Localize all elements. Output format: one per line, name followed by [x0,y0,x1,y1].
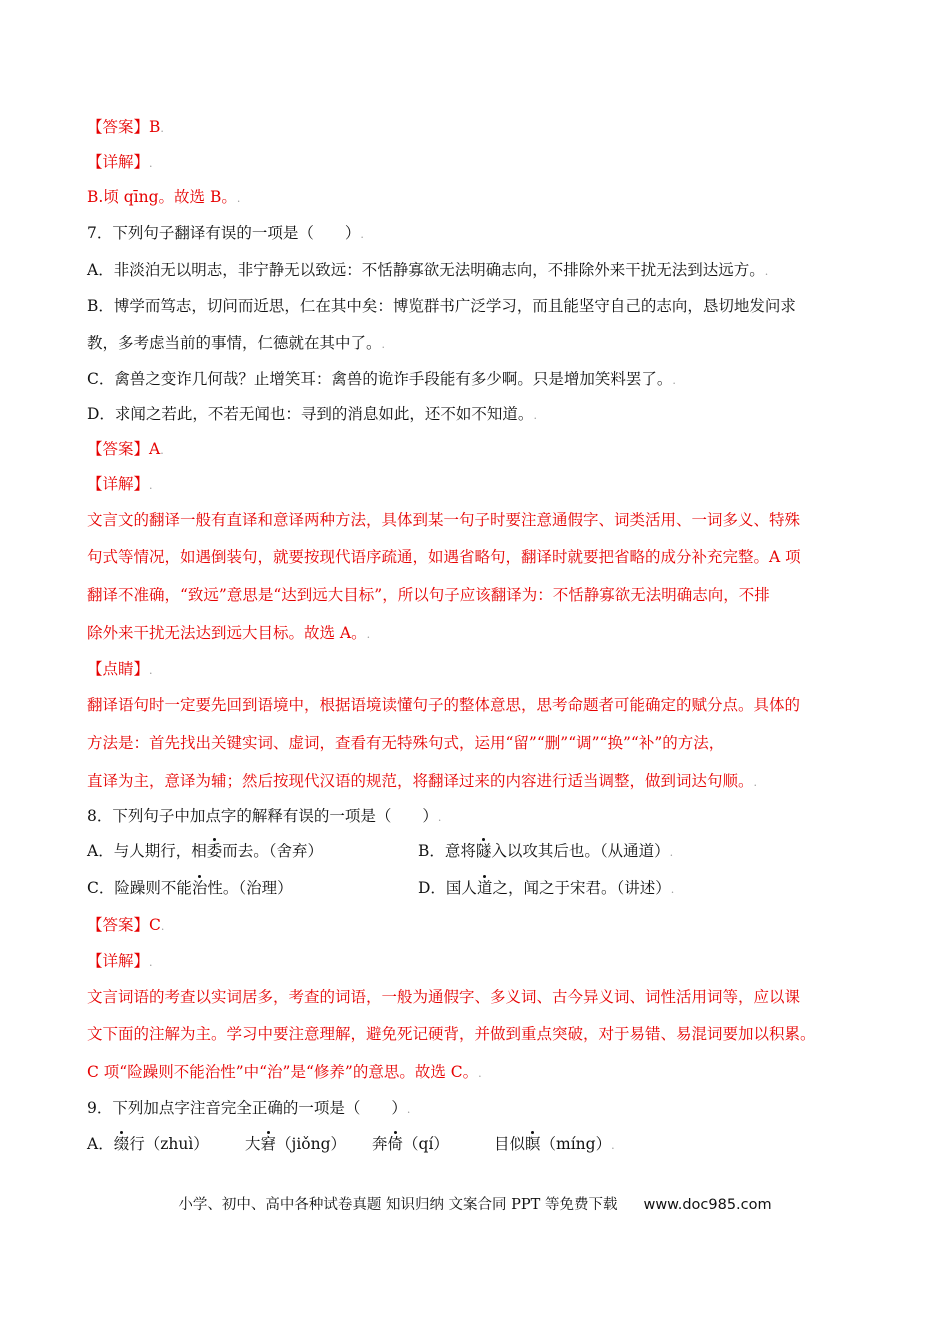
question-7-answer: 【答案】A. [87,440,164,458]
question-9-option-3 [372,1134,449,1154]
answer-value: C [149,916,161,934]
question-7-option-c: C．禽兽之变诈几何哉？止增笑耳：禽兽的诡诈手段能有多少啊。只是增加笑料罢了。. [87,370,676,388]
question-7-stem-text: 7．下列句子翻译有误的一项是（ ） [87,224,361,242]
option-text: B．意将 [418,842,476,860]
question-8-option-b: B．意将隧入以攻其后也。（从通道）. [418,842,674,860]
question-7-detail-label: 【详解】. [87,475,153,493]
option-text: 之，闻之于宋君。（讲述） [492,879,671,897]
option-b-text-1: B．博学而笃志，切问而近思，仁在其中矣：博览群书广泛学习，而且能坚守自己的志向，恳切地发问求 [87,297,796,315]
dotted-char: 道 [476,879,493,897]
answer-label: 【答案】 [87,916,150,934]
question-9-option-2 [245,1134,346,1154]
question-8-stem-text: 8．下列句子中加点字的解释有误的一项是（ ） [87,807,438,825]
option-b-text-2: 教，多考虑当前的事情，仁德就在其中了。 [87,334,382,352]
question-8-option-c [87,878,293,898]
detail-text: 文下面的注解为主。学习中要注意理解，避免死记硬背，并做到重点突破，对于易错、易混词要加以积累。 [87,1025,816,1043]
tip-text: 方法是：首先找出关键实词、虚词，查看有无特殊句式，运用“留”“删”“调”“换”“补”的方法， [87,734,725,752]
dotted-char: 窘 [260,1135,277,1153]
dotted-char: 缀 [113,1135,130,1153]
detail-text: 翻译不准确，“致远”意思是“达到远大目标”，所以句子应该翻译为：不恬静寡欲无法明确志向，不排 [87,586,770,604]
answer-label: 【答案】 [87,118,150,136]
question-7-detail-line [87,585,770,605]
option-c-text: C．禽兽之变诈几何哉？止增笑耳：禽兽的诡诈手段能有多少啊。只是增加笑料罢了。 [87,370,673,388]
answer-line: 【答案】B. [87,118,164,136]
question-7-option-d: D．求闻之若此，不若无闻也：寻到的消息如此，还不如不知道。. [87,405,537,423]
question-8-stem: 8．下列句子中加点字的解释有误的一项是（ ）. [87,807,442,825]
detail-text: 文言词语的考查以实词居多，考查的词语，一般为通假字、多义词、古今异义词、词性活用词等，应以课 [87,988,801,1006]
question-9-option-4: 目似瞑（míng）. [494,1135,615,1153]
answer-value: B [149,118,161,136]
tip-text: 翻译语句时一定要先回到语境中，根据语境读懂句子的整体意思，思考命题者可能确定的赋分点。具体的 [87,696,801,714]
dotted-char: 治 [191,879,208,897]
answer-label: 【答案】 [87,440,150,458]
option-text: C．险躁则不能 [87,879,192,897]
question-8-option-a [87,841,323,861]
question-8-detail-line: C 项“险躁则不能治性”中“治”是“修养”的意思。故选 C。. [87,1063,482,1081]
question-7-detail-line [87,510,800,530]
question-8-detail-label: 【详解】. [87,952,153,970]
option-d-text: D．求闻之若此，不若无闻也：寻到的消息如此，还不如不知道。 [87,405,534,423]
question-7-option-b-line1 [87,296,796,316]
dotted-char: 倚 [387,1135,404,1153]
option-text: A．与人期行，相 [87,842,207,860]
option-text: （míng） [540,1135,612,1153]
dotted-char: 隧 [475,842,492,860]
question-7-stem: 7．下列句子翻译有误的一项是（ ）. [87,224,364,242]
detail-label: 【详解】 [87,153,150,171]
detail-label: 【详解】 [87,475,150,493]
question-8-answer: 【答案】C. [87,916,165,934]
question-9-option-1 [87,1134,209,1154]
question-7-tip-label: 【点睛】. [87,660,153,678]
detail-text: 文言文的翻译一般有直译和意译两种方法，具体到某一句子时要注意通假字、词类活用、一词多义、特殊 [87,511,801,529]
option-text: （jiǒng） [276,1135,347,1153]
detail-label-line: 【详解】. [87,153,153,171]
question-8-option-d: D．国人道之，闻之于宋君。（讲述）. [418,879,675,897]
question-9-stem-text: 9．下列加点字注音完全正确的一项是（ ） [87,1099,407,1117]
option-text: 性。（治理） [207,879,293,897]
tip-text: 直译为主，意译为辅；然后按现代汉语的规范，将翻译过来的内容进行适当调整，做到词达句顺。 [87,772,754,790]
footer-text: 小学、初中、高中各种试卷真题 知识归纳 文案合同 PPT 等免费下载 [178,1197,618,1213]
option-text: A． [87,1135,114,1153]
option-text: （qí） [403,1135,449,1153]
footer-site-link[interactable]: www.doc985.com [643,1197,772,1213]
page-footer [0,1193,950,1214]
question-8-detail-line [87,1024,816,1044]
question-7-tip-line [87,733,724,753]
question-7-detail-line [87,547,801,567]
question-7-tip-line: 直译为主，意译为辅；然后按现代汉语的规范，将翻译过来的内容进行适当调整，做到词达句顺。. [87,772,758,790]
question-7-option-b-line2: 教，多考虑当前的事情，仁德就在其中了。. [87,334,386,352]
dotted-char: 瞑 [525,1135,541,1153]
option-text: D．国人 [418,879,477,897]
option-text: 而去。（舍弃） [222,842,323,860]
question-8-detail-line [87,987,800,1007]
question-7-option-a: A．非淡泊无以明志，非宁静无以致远：不恬静寡欲无法明确志向，不排除外来干扰无法到达远方。. [87,261,769,279]
detail-text: 句式等情况，如遇倒装句，就要按现代语序疏通，如遇省略句，翻译时就要把省略的成分补充完整。A 项 [87,548,801,566]
option-text: 大 [245,1135,261,1153]
option-text: 目似 [494,1135,526,1153]
detail-text-value: B.顷 qīng。故选 B。 [87,188,237,206]
question-9-stem: 9．下列加点字注音完全正确的一项是（ ）. [87,1099,411,1117]
option-text: 入以攻其后也。（从通道） [491,842,670,860]
option-text: 行（zhuì） [129,1135,209,1153]
question-7-tip-line [87,695,800,715]
detail-text: 除外来干扰无法达到远大目标。故选 A。 [87,624,367,642]
detail-text: B.顷 qīng。故选 B。. [87,188,241,206]
option-text: 奔 [372,1135,388,1153]
detail-label: 【详解】 [87,952,150,970]
question-7-detail-line: 除外来干扰无法达到远大目标。故选 A。. [87,624,371,642]
answer-value: A [149,440,161,458]
tip-label: 【点睛】 [87,660,150,678]
detail-text: C 项“险躁则不能治性”中“治”是“修养”的意思。故选 C。 [87,1063,479,1081]
dotted-char: 委 [206,842,223,860]
option-a-text: A．非淡泊无以明志，非宁静无以致远：不恬静寡欲无法明确志向，不排除外来干扰无法到达远方。 [87,261,765,279]
